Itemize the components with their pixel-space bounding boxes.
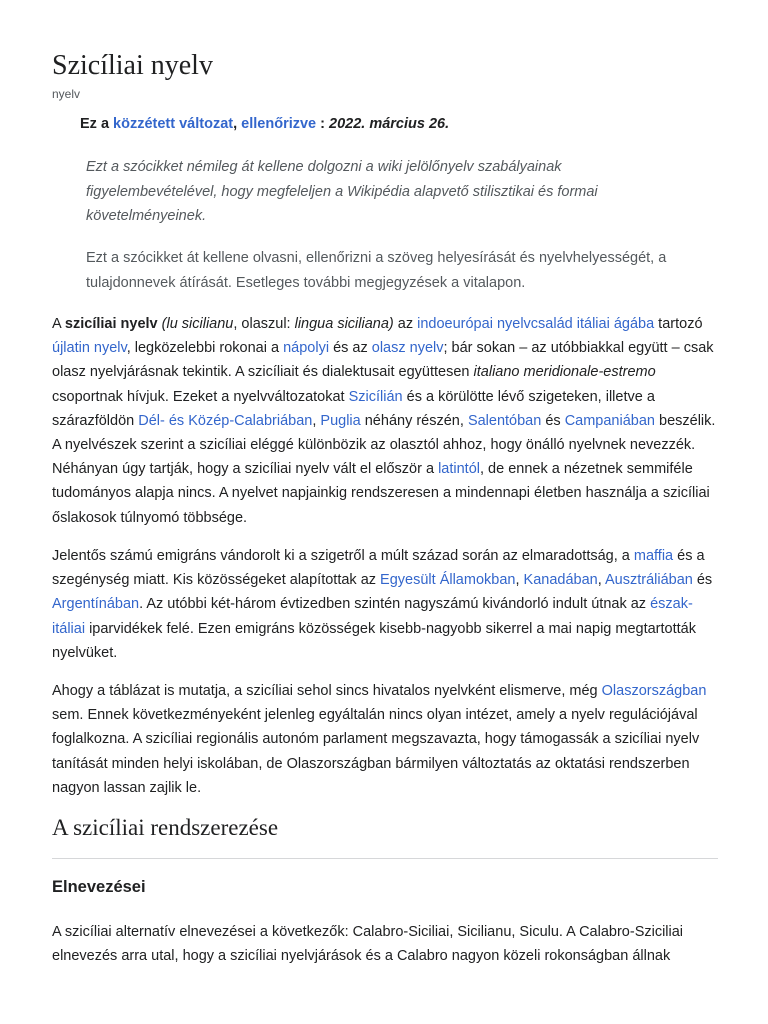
text: és az (329, 340, 372, 357)
text: tartozó (654, 316, 703, 332)
link-latin[interactable]: latintól (438, 461, 480, 478)
italic-term: (lu sicilianu (157, 316, 234, 332)
paragraph-names: A szicíliai alternatív elnevezései a következők: Calabro-Siciliai, Sicilianu, Siculu. A Calabro-Sziciliai elnevezés arra utal, hogy a szicíliai nyelvjárások és a Calabro nagyon közeli rokonságban állnak (52, 924, 684, 965)
link-ujlatin-nyelv[interactable]: újlatin nyelv (52, 340, 127, 357)
paragraph-status (52, 679, 720, 800)
text: , (597, 572, 605, 589)
review-status (80, 116, 449, 132)
link-argentina[interactable]: Argentínában (52, 596, 140, 613)
text: az (393, 316, 418, 332)
text: iparvidékek felé. Ezen emigráns közösségek kisebb-nagyobb sikerrel a mai napig megtartották nyelvüket. (52, 620, 696, 661)
link-eszak-italia[interactable]: észak-itáliai (52, 596, 693, 637)
page-subtitle: nyelv (52, 87, 81, 101)
italic-term: lingua siciliana) (294, 316, 394, 332)
text: , de ennek a nézetnek semmiféle tudományos alapja nincs. A nyelvet napjainkig rendszeresen a mindennapi életben használja a szicíliai őslakosok túlnyomó többsége. (52, 461, 710, 526)
link-olaszorszag[interactable]: Olaszországban (601, 683, 707, 699)
link-napolyi[interactable]: nápolyi (283, 340, 330, 357)
link-salento[interactable]: Salentóban (467, 412, 542, 429)
link-olasz-nyelv[interactable]: olasz nyelv (371, 340, 444, 357)
paragraph-intro (52, 312, 720, 530)
link-nyelvcsalad[interactable]: nyelvcsalád (496, 316, 573, 332)
page-title: Szicíliai nyelv (52, 50, 213, 81)
text: . Az utóbbi két-három évtizedben szintén nagyszámú kivándorló indult útnak az (139, 596, 651, 613)
text: , legközelebbi rokonai a (126, 340, 284, 357)
italic-term: italiano meridionale-estremo (473, 364, 656, 381)
text: és (541, 412, 565, 429)
text: , (515, 572, 524, 589)
text: , (312, 412, 321, 429)
review-comma: , (233, 116, 242, 132)
link-calabria[interactable]: Dél- és Közép-Calabriában (138, 412, 313, 429)
link-kanada[interactable]: Kanadában (523, 572, 598, 589)
text: és (692, 572, 713, 589)
link-maffia[interactable]: maffia (633, 548, 674, 564)
subsection-heading: Elnevezései (52, 878, 146, 896)
review-prefix: Ez a (80, 116, 114, 132)
text: néhány részén, (360, 412, 468, 429)
proofread-notice: Ezt a szócikket át kellene olvasni, ellenőrizni a szöveg helyesírását és nyelvhelyességét, a tulajdonnevek átírását. Esetleges további megjegyzések a vitalapon. (86, 250, 667, 291)
text: csoportnak hívjuk. Ezeket a nyelvváltozatokat (52, 388, 349, 405)
link-ausztralia[interactable]: Ausztráliában (604, 572, 693, 589)
bold-term: szicíliai nyelv (64, 316, 158, 332)
text: Jelentős számú emigráns vándorolt ki a szigetről a múlt század során az elmaradottság, a (52, 548, 634, 564)
checked-link[interactable]: ellenőrizve (241, 116, 317, 132)
review-date: 2022. március 26. (329, 116, 450, 132)
text: A (52, 316, 65, 332)
section-heading: A szicíliai rendszerezése (52, 815, 279, 840)
section-divider (52, 858, 718, 859)
review-colon: : (316, 116, 330, 132)
published-version-link[interactable]: közzétett változat (113, 116, 234, 132)
text: és a szegénység miatt. Kis közösségeket alapítottak az (52, 548, 705, 589)
text: beszélik. A nyelvészek szerint a szicíliai eléggé különbözik az olasztól ahhoz, hogy önálló nyelvnek nevezzék. Néhányan úgy tartják, hogy a szicíliai nyelv vált el először a (52, 412, 716, 478)
style-notice: Ezt a szócikket némileg át kellene dolgozni a wiki jelölőnyelv szabályainak figyelembevételével, hogy megfeleljen a Wikipédia alapvető stilisztikai és formai követelményeinek. (86, 159, 598, 224)
text: Ahogy a táblázat is mutatja, a szicíliai sehol sincs hivatalos nyelvként elismerve, még (52, 683, 602, 699)
link-egyesult-allamok[interactable]: Egyesült Államokban (380, 572, 516, 589)
text: sem. Ennek következményeként jelenleg egyáltalán nincs olyan intézet, amely a nyelv regulációjával foglalkozna. A szicíliai regionális autonóm parlament megszavazta, hogy támogassák a szicíliai nyelv tanítását minden helyi iskolában, de Olaszországban bármilyen változtatás az oktatási rendszerben nagyon lassan zajlik le. (52, 707, 700, 796)
link-campania[interactable]: Campaniában (564, 412, 655, 429)
link-italiai-aga[interactable]: itáliai ágába (576, 316, 655, 332)
text: , olaszul: (233, 316, 295, 332)
text: ; bár sokan – az utóbbiakkal együtt – csak olasz nyelvjárásnak tekintik. A szicíliait és dialektusait együttesen (52, 340, 714, 381)
link-szicilia[interactable]: Szicílián (348, 388, 403, 405)
paragraph-emigration (52, 544, 720, 665)
link-puglia[interactable]: Puglia (320, 412, 361, 429)
text: és a körülötte lévő szigeteken, illetve a szárazföldön (52, 388, 655, 429)
link-indoeuropai[interactable]: indoeurópai (417, 316, 493, 332)
